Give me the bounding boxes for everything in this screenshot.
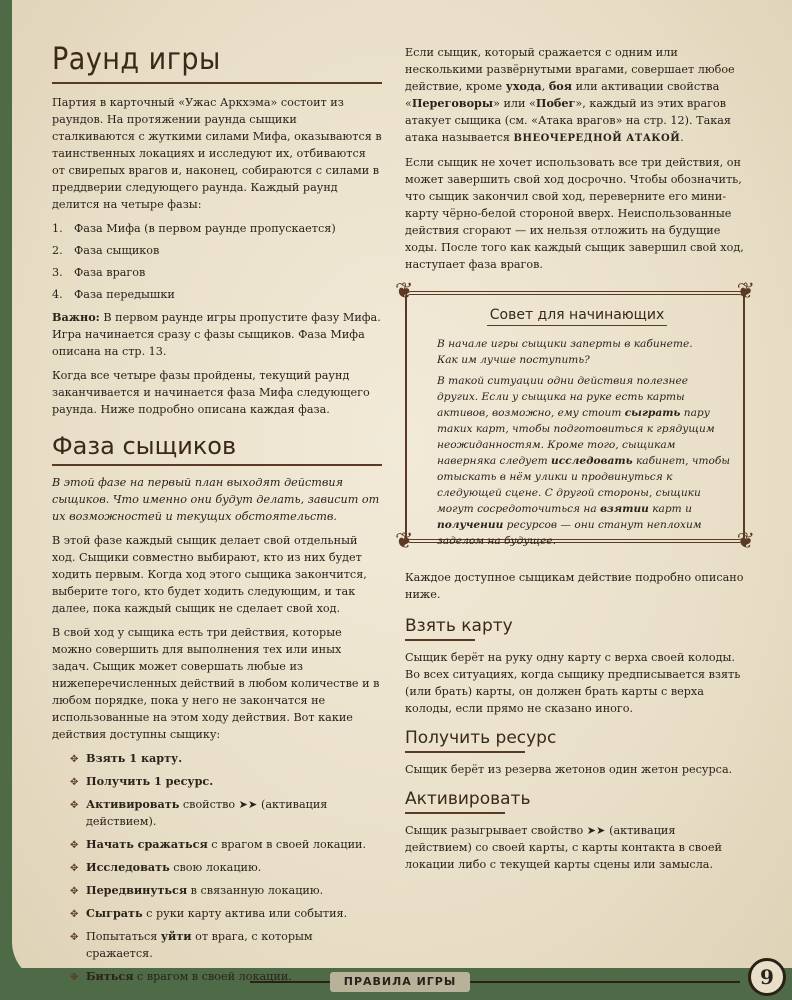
title-underline bbox=[52, 464, 382, 466]
actions-intro-paragraph: В свой ход у сыщика есть три действия, которые можно совершить для выполнения тех или иных задач. Сыщик может совершать любые из нижеперечисленных действий в любом количестве и в любом порядке, пока у него не закончатся не использованные на этом ходу действия. Вот какие действия доступны сыщику: bbox=[52, 626, 380, 741]
activate-text: Сыщик разыгрывает свойство ➤➤ (активация действием) со своей карты, с карты контакта в своей локации либо с текущей карты сцены или замысла. bbox=[405, 824, 722, 871]
list-item: ✥ Взять 1 карту. bbox=[70, 751, 183, 765]
title-underline bbox=[405, 751, 525, 753]
beginner-advice-box bbox=[395, 279, 755, 554]
section-title-game-round: Раунд игры bbox=[52, 42, 221, 77]
list-item: 3. Фаза врагов bbox=[52, 266, 146, 279]
advice-title: Совет для начинающих bbox=[487, 307, 667, 326]
gain-resource-text: Сыщик берёт из резерва жетонов один жетон ресурса. bbox=[405, 763, 733, 776]
title-underline bbox=[405, 639, 475, 641]
ornament-corner-icon: ❦ bbox=[395, 529, 414, 554]
subsection-title-draw-card: Взять карту bbox=[405, 616, 513, 636]
footer-ornament-right bbox=[470, 981, 740, 983]
section-title-investigation-phase: Фаза сыщиков bbox=[52, 432, 237, 460]
phase-list bbox=[52, 220, 382, 303]
left-column bbox=[52, 40, 382, 991]
list-item: ✥ Биться с врагом в своей локации. bbox=[70, 969, 292, 983]
advice-answer: В такой ситуации одни действия полезнее других. Если у сыщика на руке есть карты активов, возможно, ему стоит сыграть пару таких карт, чтобы подготовиться к грядущим неожиданностям. Кроме того, сыщикам наверняка следует исследовать кабинет, чтобы отыскать в нём улики и продвинуться к следующей сцене. С другой стороны, сыщики могут сосредоточиться на взятии карт и получении ресурсов — они станут неплохим заделом на будущее. bbox=[437, 375, 731, 547]
right-column bbox=[395, 44, 755, 880]
list-item: ✥ Начать сражаться с врагом в своей локации. bbox=[70, 837, 367, 851]
ornament-corner-icon: ❦ bbox=[395, 279, 414, 304]
turn-order-paragraph: В этой фазе каждый сыщик делает свой отдельный ход. Сыщики совместно выбирают, кто из них будет ходить первым. Когда ход этого сыщика закончится, выберите того, кто будет ходить следующим, и так далее, пока каждый сыщик не сделает свой ход. bbox=[52, 534, 367, 615]
ornament-corner-icon: ❦ bbox=[736, 279, 755, 304]
title-underline bbox=[405, 812, 505, 814]
attack-of-opportunity-paragraph: Если сыщик, который сражается с одним или несколькими развёрнутыми врагами, совершает любое действие, кроме ухода, боя или активации свойства «Переговоры» или «Побег», каждый из этих врагов атакует сыщика (см. «Атака врагов» на стр. 12). Такая атака называется ВНЕОЧЕРЕДНОЙ АТАКОЙ. bbox=[405, 46, 735, 144]
list-item: ✥ Передвинуться в связанную локацию. bbox=[70, 883, 324, 897]
phase-intro-italic: В этой фазе на первый план выходят действия сыщиков. Что именно они будут делать, зависит от их возможностей и текущих обстоятельств. bbox=[52, 476, 380, 523]
list-item: ✥ Активировать свойство ➤➤ (активация действием). bbox=[70, 797, 328, 828]
ornament-corner-icon: ❦ bbox=[736, 529, 755, 554]
list-item: 4. Фаза передышки bbox=[52, 288, 175, 301]
list-item: 1. Фаза Мифа (в первом раунде пропускается) bbox=[52, 222, 336, 235]
list-item: ✥ Сыграть с руки карту актива или события. bbox=[70, 906, 348, 920]
round-intro-paragraph: Партия в карточный «Ужас Аркхэма» состоит из раундов. На протяжении раунда сыщики сталкиваются с жуткими силами Мифа, оказываются в таинственных локациях и исследуют их, отбиваются от свирепых врагов и, наконец, собираются с силами в преддверии следующего раунда. Каждый раунд делится на четыре фазы: bbox=[52, 96, 382, 211]
title-underline bbox=[52, 82, 382, 84]
list-item: ✥ Исследовать свою локацию. bbox=[70, 860, 262, 874]
footer-title: ПРАВИЛА ИГРЫ bbox=[330, 972, 470, 992]
advice-question: В начале игры сыщики заперты в кабинете. Как им лучше поступить? bbox=[437, 338, 693, 366]
actions-detail-intro: Каждое доступное сыщикам действие подробно описано ниже. bbox=[405, 571, 744, 601]
round-end-paragraph: Когда все четыре фазы пройдены, текущий раунд заканчивается и начинается фаза Мифа следующего раунда. Ниже подробно описана каждая фаза. bbox=[52, 369, 370, 416]
end-turn-paragraph: Если сыщик не хочет использовать все три действия, он может завершить свой ход досрочно. Чтобы обозначить, что сыщик закончил свой ход, переверните его мини-карту чёрно-белой стороной вверх. Неиспользованные действия сгорают — их нельзя отложить на будущие ходы. После того как каждый сыщик завершил свой ход, наступает фаза врагов. bbox=[405, 156, 744, 271]
list-item: 2. Фаза сыщиков bbox=[52, 244, 160, 257]
list-item: ✥ Получить 1 ресурс. bbox=[70, 774, 214, 788]
important-note: Важно: В первом раунде игры пропустите фазу Мифа. Игра начинается сразу с фазы сыщиков. Фаза Мифа описана на стр. 13. bbox=[52, 310, 381, 358]
draw-card-text: Сыщик берёт на руку одну карту с верха своей колоды. Во всех ситуациях, когда сыщику предписывается взять (или брать) карты, он должен брать карты с верха колоды, если прямо не сказано иного. bbox=[405, 651, 741, 715]
action-list bbox=[52, 750, 382, 985]
page-number: 9 bbox=[748, 958, 786, 996]
subsection-title-gain-resource: Получить ресурс bbox=[405, 728, 557, 748]
list-item: ✥ Попытаться уйти от врага, с которым сражается. bbox=[70, 929, 313, 960]
subsection-title-activate: Активировать bbox=[405, 789, 531, 809]
